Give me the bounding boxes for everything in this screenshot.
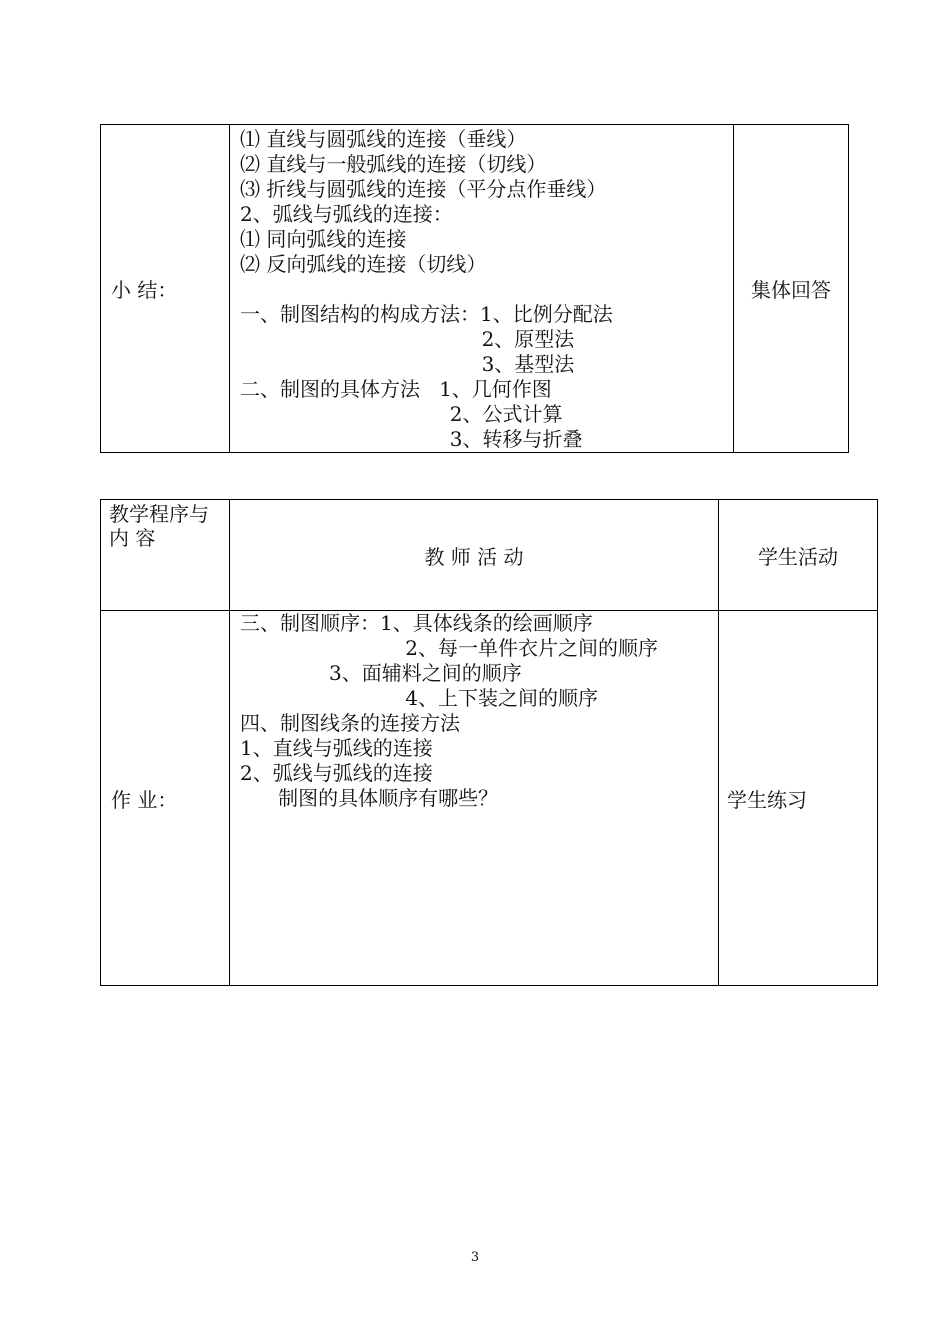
homework-line: 2、每一单件衣片之间的顺序 [240, 636, 659, 660]
homework-label: 作 业： [101, 611, 230, 986]
summary-line: 2、原型法 [240, 327, 575, 351]
summary-line: ⑴ 直线与圆弧线的连接（垂线） [240, 127, 527, 151]
page-number: 3 [470, 1250, 480, 1265]
summary-line: ⑴ 同向弧线的连接 [240, 227, 407, 251]
summary-line: ⑵ 反向弧线的连接（切线） [240, 252, 487, 276]
summary-table [100, 124, 849, 453]
summary-line: 2、公式计算 [240, 402, 563, 426]
homework-content [230, 611, 719, 986]
header-teacher-activity: 教 师 活 动 [230, 500, 719, 611]
summary-content [230, 125, 734, 453]
homework-line: 3、面辅料之间的顺序 [240, 661, 522, 685]
homework-line: 2、弧线与弧线的连接 [240, 761, 433, 785]
homework-line: 4、上下装之间的顺序 [240, 686, 599, 710]
summary-line: ⑶ 折线与圆弧线的连接（平分点作垂线） [240, 177, 607, 201]
homework-line: 1、直线与弧线的连接 [240, 736, 433, 760]
header-procedure: 教学程序与内 容 [101, 500, 230, 611]
homework-line: 四、制图线条的连接方法 [240, 711, 460, 735]
homework-line: 三、制图顺序：1、具体线条的绘画顺序 [240, 611, 593, 635]
summary-line [240, 277, 733, 302]
summary-student-activity: 集体回答 [734, 125, 849, 453]
summary-line: 2、弧线与弧线的连接： [240, 202, 453, 226]
summary-line: 二、制图的具体方法 1、几何作图 [240, 377, 552, 401]
summary-label: 小 结： [101, 125, 230, 453]
summary-line: 一、制图结构的构成方法：1、比例分配法 [240, 302, 613, 326]
header-student-activity: 学生活动 [719, 500, 878, 611]
summary-line: 3、基型法 [240, 352, 575, 376]
homework-line: 制图的具体顺序有哪些？ [240, 786, 499, 810]
homework-table [100, 499, 878, 986]
homework-student-activity: 学生练习 [719, 611, 878, 986]
summary-line: ⑵ 直线与一般弧线的连接（切线） [240, 152, 547, 176]
summary-line: 3、转移与折叠 [240, 427, 583, 451]
